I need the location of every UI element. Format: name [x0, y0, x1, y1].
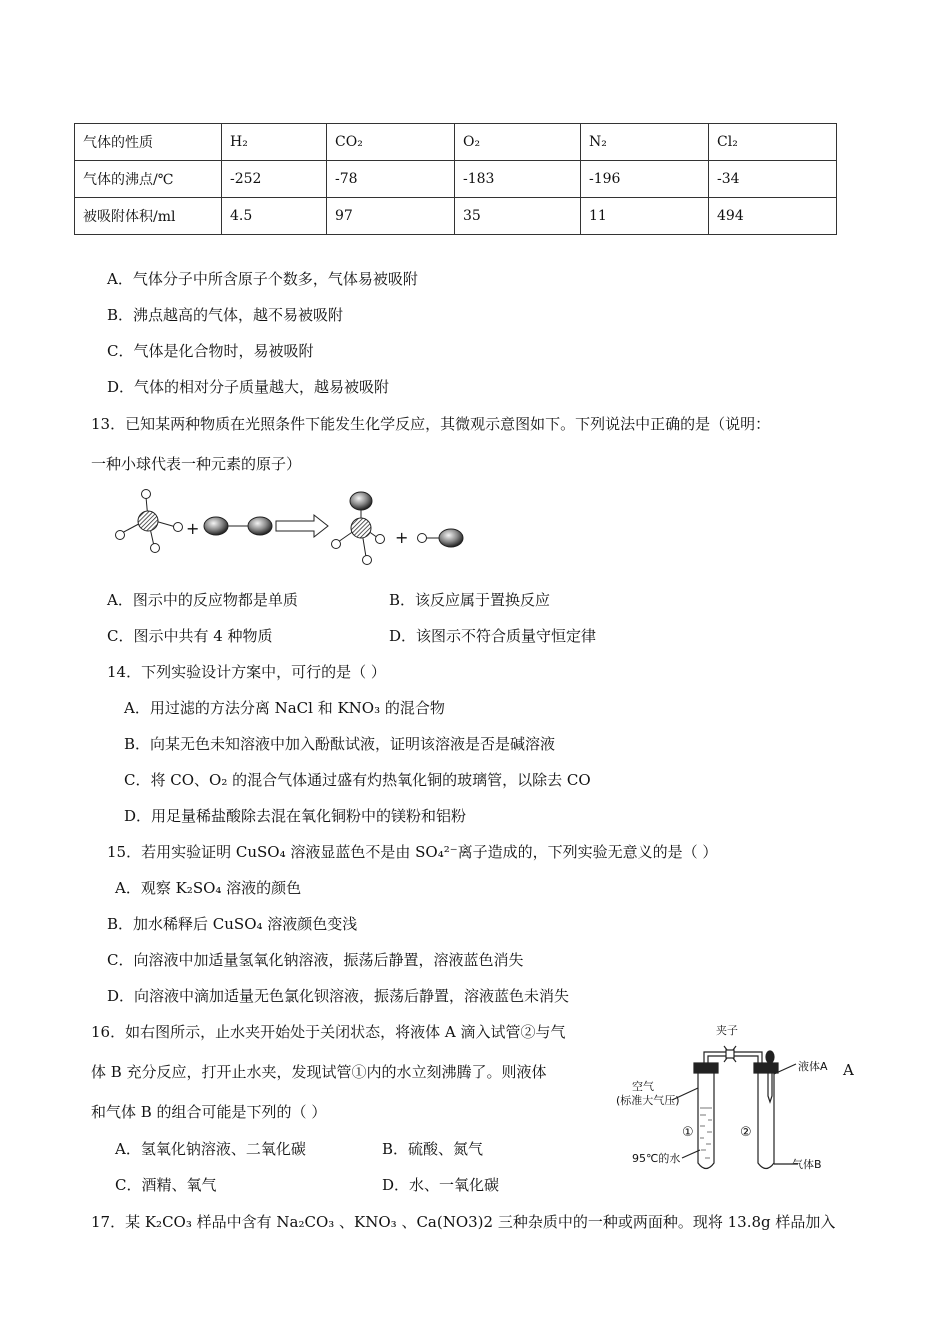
q17-stem: 17．某 K₂CO₃ 样品中含有 Na₂CO₃ 、KNO₃ 、Ca(NO3)2 三种杂质中的一种或两面种。现将 13.8g 样品加入	[91, 1213, 836, 1231]
gas-property-table	[74, 123, 837, 235]
q16-stem-line3: 和气体 B 的组合可能是下列的（ ）	[91, 1103, 327, 1121]
table-row	[75, 161, 837, 198]
q15-stem: 15．若用实验证明 CuSO₄ 溶液显蓝色不是由 SO₄²⁻离子造成的，下列实验无意义的是（ ）	[107, 843, 718, 861]
q13-stem-line1: 13．已知某两种物质在光照条件下能发生化学反应，其微观示意图如下。下列说法中正确的是（说明：	[91, 415, 771, 433]
q16-option-d: D．水、一氧化碳	[382, 1176, 500, 1194]
apparatus-diagram	[612, 1018, 852, 1178]
reactant-molecule-2	[204, 517, 272, 535]
table-cell: CO₂	[327, 124, 455, 161]
q16-stem-line1: 16．如右图所示，止水夹开始处于关闭状态，将液体 A 滴入试管②与气	[91, 1023, 566, 1041]
clamp-label: 夹子	[716, 1024, 738, 1037]
table-row	[75, 124, 837, 161]
q15-option-d: D．向溶液中滴加适量无色氯化钡溶液，振荡后静置，溶液蓝色未消失	[107, 987, 570, 1005]
q16-option-a: A．氢氧化钠溶液、二氧化碳	[115, 1140, 306, 1158]
tube-1-label: ①	[682, 1125, 694, 1140]
q12-option-b: B．沸点越高的气体，越不易被吸附	[107, 306, 344, 324]
q15-option-a: A．观察 K₂SO₄ 溶液的颜色	[115, 879, 302, 897]
table-cell: 35	[455, 198, 581, 235]
table-cell: H₂	[222, 124, 327, 161]
table-cell: 气体的性质	[75, 124, 222, 161]
q14-option-d: D．用足量稀盐酸除去混在氧化铜粉中的镁粉和铝粉	[124, 807, 467, 825]
q13-option-c: C．图示中共有 4 种物质	[107, 627, 273, 645]
table-cell: 494	[709, 198, 837, 235]
q12-option-a: A．气体分子中所含原子个数多，气体易被吸附	[107, 270, 418, 288]
table-cell: N₂	[581, 124, 709, 161]
reaction-arrow-icon	[276, 515, 328, 537]
table-cell: -183	[455, 161, 581, 198]
q16-stray-letter: A	[843, 1061, 854, 1079]
table-cell: -252	[222, 161, 327, 198]
water-label: 95℃的水	[632, 1152, 681, 1165]
q14-stem: 14．下列实验设计方案中，可行的是（ ）	[107, 663, 386, 681]
svg-text:+: +	[186, 519, 200, 538]
q16-option-c: C．酒精、氧气	[115, 1176, 217, 1194]
q14-option-b: B．向某无色未知溶液中加入酚酞试液，证明该溶液是否是碱溶液	[124, 735, 556, 753]
reaction-diagram	[108, 484, 478, 576]
table-cell: 11	[581, 198, 709, 235]
svg-text:+: +	[395, 528, 409, 547]
q13-stem-line2: 一种小球代表一种元素的原子）	[91, 455, 302, 473]
q12-option-c: C．气体是化合物时，易被吸附	[107, 342, 314, 360]
q13-option-b: B．该反应属于置换反应	[389, 591, 551, 609]
gas-b-label: 气体B	[792, 1158, 822, 1171]
reactant-molecule-1	[116, 490, 183, 553]
table-cell: 气体的沸点/℃	[75, 161, 222, 198]
q15-option-c: C．向溶液中加适量氢氧化钠溶液，振荡后静置，溶液蓝色消失	[107, 951, 524, 969]
table-cell: -78	[327, 161, 455, 198]
q14-option-a: A．用过滤的方法分离 NaCl 和 KNO₃ 的混合物	[124, 699, 445, 717]
table-cell: 4.5	[222, 198, 327, 235]
clamp-icon	[724, 1046, 736, 1062]
table-cell: O₂	[455, 124, 581, 161]
q13-option-d: D．该图示不符合质量守恒定律	[389, 627, 597, 645]
product-molecule-2	[418, 529, 464, 547]
table-cell: -196	[581, 161, 709, 198]
q12-option-d: D．气体的相对分子质量越大，越易被吸附	[107, 378, 390, 396]
air-label: 空气	[632, 1080, 654, 1093]
table-cell: -34	[709, 161, 837, 198]
q15-option-b: B．加水稀释后 CuSO₄ 溶液颜色变浅	[107, 915, 358, 933]
table-cell: 被吸附体积/ml	[75, 198, 222, 235]
table-cell: Cl₂	[709, 124, 837, 161]
liquid-a-label: 液体A	[798, 1060, 828, 1073]
air-note-label: (标准大气压)	[616, 1094, 680, 1107]
q13-option-a: A．图示中的反应物都是单质	[107, 591, 298, 609]
q16-option-b: B．硫酸、氮气	[382, 1140, 484, 1158]
product-molecule-1	[332, 492, 385, 565]
test-tube-2	[754, 1051, 778, 1169]
table-cell: 97	[327, 198, 455, 235]
q16-stem-line2: 体 B 充分反应，打开止水夹，发现试管①内的水立刻沸腾了。则液体	[91, 1063, 547, 1081]
table-row	[75, 198, 837, 235]
tube-2-label: ②	[740, 1125, 752, 1140]
q14-option-c: C．将 CO、O₂ 的混合气体通过盛有灼热氧化铜的玻璃管，以除去 CO	[124, 771, 591, 789]
test-tube-1	[694, 1063, 718, 1169]
